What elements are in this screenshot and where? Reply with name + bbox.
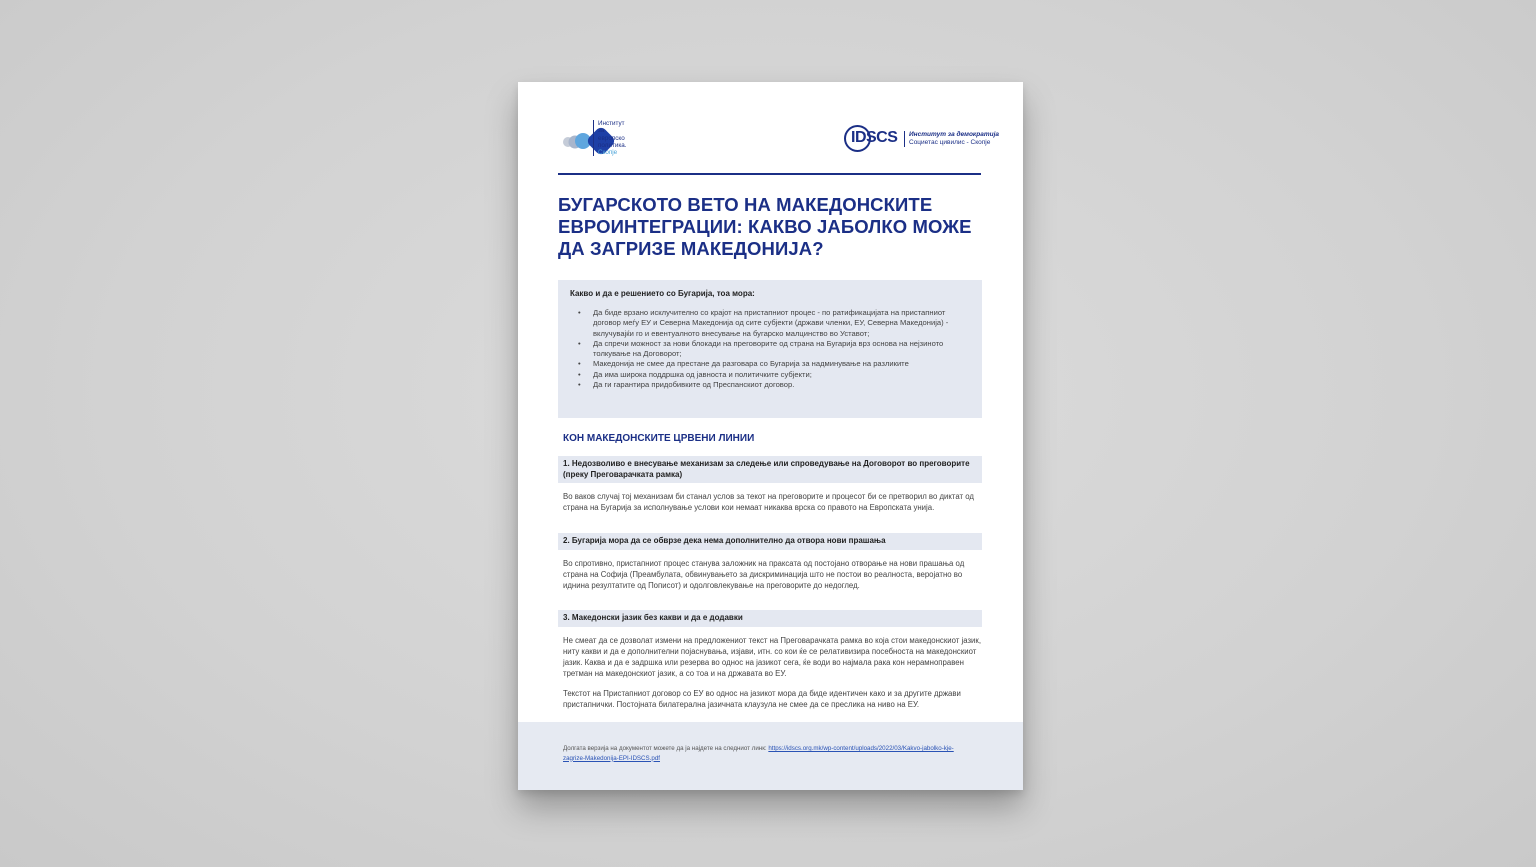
section-heading: КОН МАКЕДОНСКИТЕ ЦРВЕНИ ЛИНИИ: [563, 433, 755, 444]
iep-logo-text: Институт за европско политика. Скопје: [593, 120, 653, 156]
point-1-heading: 1. Недозволиво е внесување механизам за следење или спроведување на Договорот во преговорите (преку Преговарачката рамка): [558, 456, 982, 483]
list-item: • Да биде врзано исклучително со крајот на пристапниот процес - по ратификацијата на пристапниот договор меѓу ЕУ и Северна Македонија од сите субјекти (држави членки, ЕУ, Северна Македонија) - вклучувајќи го и евентуалното внесување на бугарско малцинство во Уставот;: [570, 308, 970, 339]
point-3-text-2: Текстот на Пристапниот договор со ЕУ во однос на јазикот мора да биде идентичен како и за другите држави пристапнички. Постојната билатерална јазичната клаузула не смее да се преслика на ниво на ЕУ.: [563, 689, 961, 709]
point-2-text: Во спротивно, пристапниот процес станува заложник на праксата од постојано отворање на нови прашања од страна на Софија (Преамбулата, обвинувањето за дискриминација што не постои во реалноста, веројатно во иднина резултатите од Пописот) и одолговлекување на преговорите до недоглед.: [563, 559, 965, 590]
footer: [518, 722, 1023, 790]
list-item: • Да ги гарантира придобивките од Преспанскиот договор.: [570, 380, 970, 390]
document-page: [518, 82, 1023, 790]
list-item: • Македонија не смее да престане да разговара со Бугарија за надминување на разликите: [570, 359, 970, 369]
idscs-wordmark: IDSCS: [851, 129, 898, 146]
list-item: • Да има широка поддршка од јавноста и политичките субјекти;: [570, 370, 970, 380]
footer-note: Долгата верзија на документот можете да ја најдете на следниот линк: https://idscs.org.mk/wp-content/uploads/2022/03/Kakvo-jabolko-kje-zagrize-Makedonija-EPI-IDSCS.pdf: [563, 745, 954, 762]
point-3-heading: 3. Македонски јазик без какви и да е додавки: [558, 610, 982, 627]
list-item: • Да спречи можност за нови блокади на преговорите од страна на Бугарија врз основа на нејзиното толкување на Договорот;: [570, 339, 970, 360]
requirements-heading: Какво и да е решението со Бугарија, тоа мора:: [570, 289, 755, 298]
requirements-box: [558, 280, 982, 418]
idscs-logo-text: Институт за демократија Социетас цивилис - Скопје: [904, 131, 999, 147]
idscs-logo: [844, 125, 999, 157]
point-3-text: Не смеат да се дозволат измени на предложениот текст на Преговарачката рамка во која стои македонскиот јазик, ниту какви и да е дополнителни појаснувања, изјави, итн. со кои ќе се релативизира посебноста на македонскиот јазик. Каква и да е задршка или резерва во однос на јазикот сега, ќе води во најмала рака кон нерамноправен третман на македонскиот јазик, а со тоа и на државата во ЕУ.: [563, 636, 981, 678]
header-divider: [558, 173, 981, 175]
document-title: БУГАРСКОТО ВЕТО НА МАКЕДОНСКИТЕ ЕВРОИНТЕГРАЦИИ: КАКВО ЈАБОЛКО МОЖЕ ДА ЗАГРИЗЕ МАКЕДОНИЈА?: [558, 194, 972, 259]
document-link[interactable]: https://idscs.org.mk/wp-content/uploads/2022/03/Kakvo-jabolko-kje-zagrize-Makedonija-EPI-IDSCS.pdf: [563, 745, 954, 762]
requirements-list: [570, 308, 970, 390]
point-2-heading: 2. Бугарија мора да се обврзе дека нема дополнително да отвора нови прашања: [558, 533, 982, 550]
point-1-text: Во ваков случај тој механизам би станал услов за текот на преговорите и процесот би се претворил во диктат од страна на Бугарија за исполнување услови кои немаат никаква врска со правото на Европската унија.: [563, 492, 974, 512]
